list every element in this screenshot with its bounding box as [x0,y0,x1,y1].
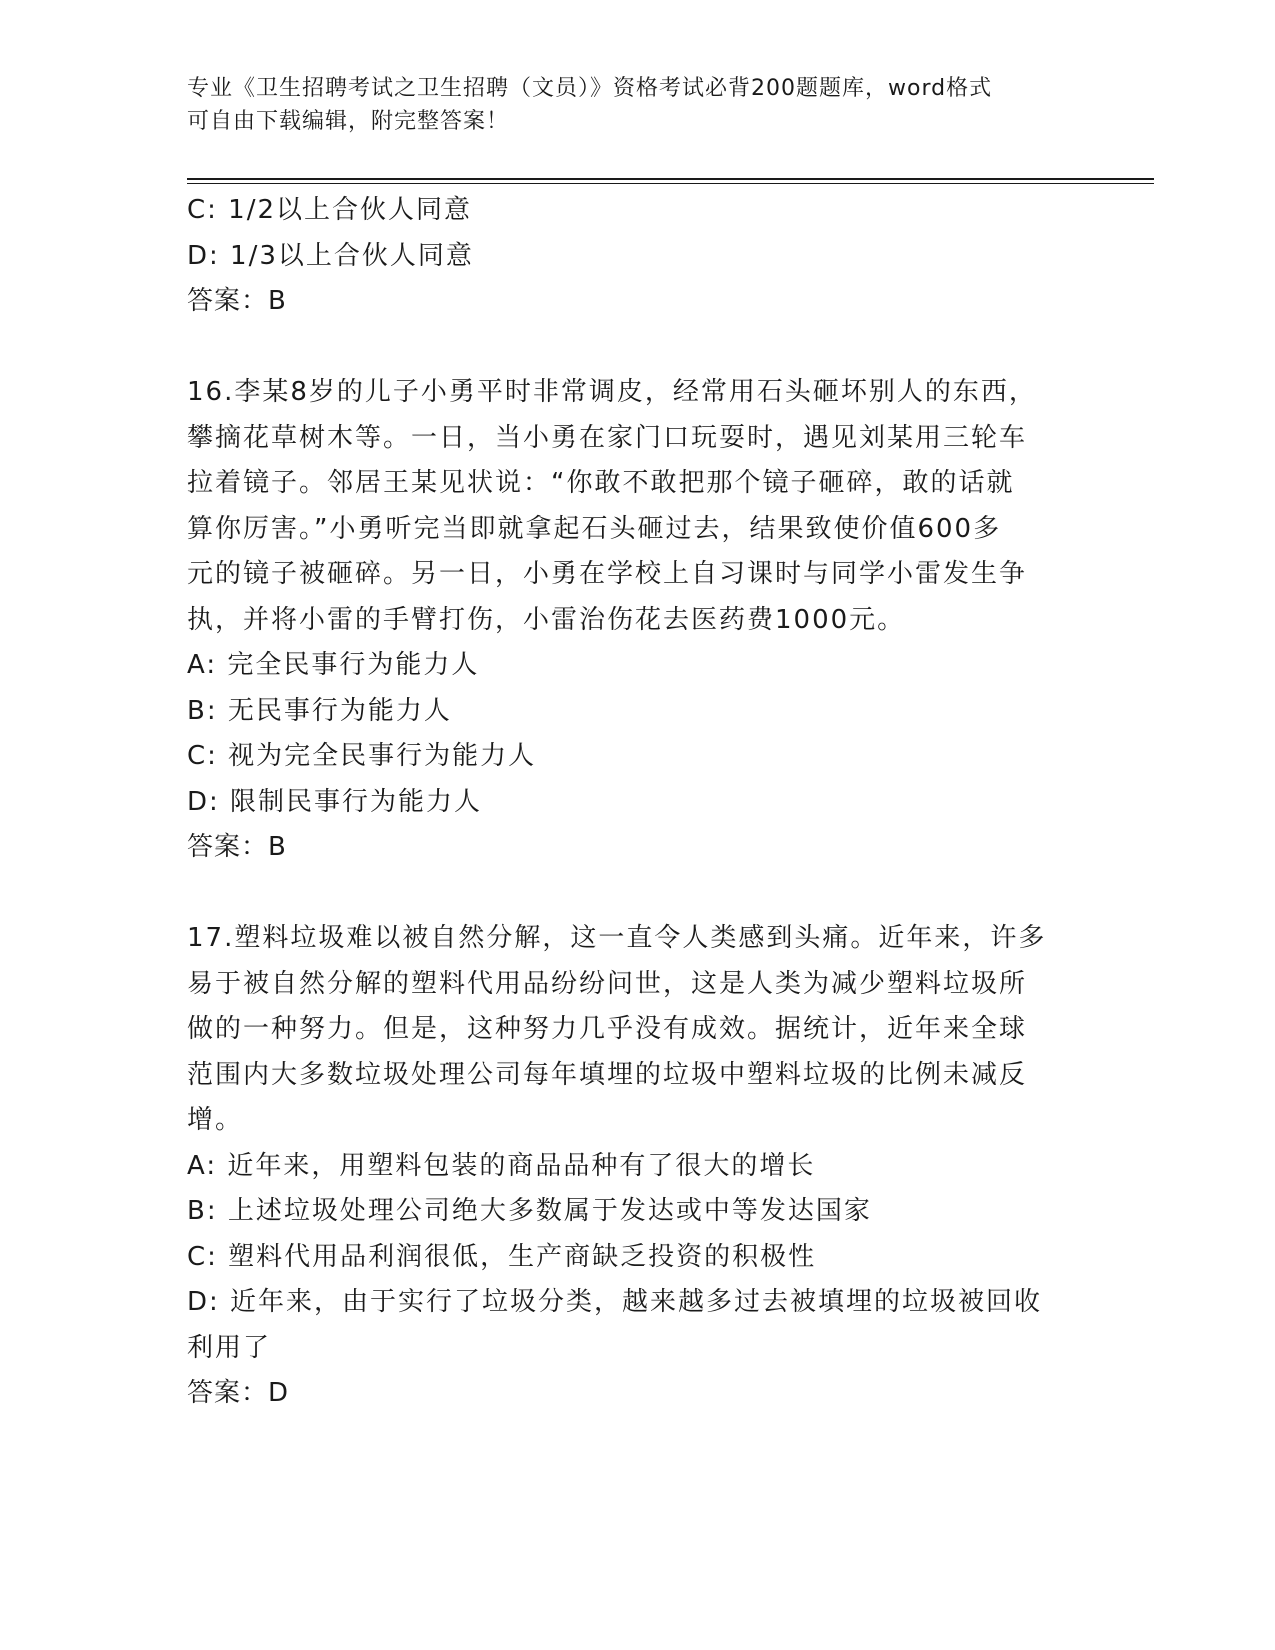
option-a: A: 近年来，用塑料包装的商品品种有了很大的增长 [187,1150,816,1181]
option-d: D: 1/3以上合伙人同意 [187,240,474,271]
option-d: D: 近年来，由于实行了垃圾分类，越来越多过去被填埋的垃圾被回收 [187,1287,1043,1317]
question-stem-line: 易于被自然分解的塑料代用品纷纷问世，这是人类为减少塑料垃圾所 [187,968,1028,999]
header-divider-thick [187,178,1154,180]
document-body [187,188,1087,1417]
question-stem-line: 17.塑料垃圾难以被自然分解，这一直令人类感到头痛。近年来，许多 [187,923,1047,953]
question-16-block [187,370,1087,871]
question-stem-line: 范围内大多数垃圾处理公司每年填埋的垃圾中塑料垃圾的比例未减反 [187,1059,1028,1090]
header-line-1: 专业《卫生招聘考试之卫生招聘（文员）》资格考试必背200题题库，word格式 [187,76,993,101]
option-d: D: 限制民事行为能力人 [187,786,483,817]
question-stem-line: 16.李某8岁的儿子小勇平时非常调皮，经常用石头砸坏别人的东西， [187,377,1037,407]
spacer [187,871,1087,917]
answer-line: 答案：B [187,286,287,316]
option-b: B: 上述垃圾处理公司绝大多数属于发达或中等发达国家 [187,1196,872,1226]
document-header [187,72,1067,138]
option-c: C: 视为完全民事行为能力人 [187,741,537,771]
spacer [187,325,1087,371]
question-stem-line: 做的一种努力。但是，这种努力几乎没有成效。据统计，近年来全球 [187,1014,1028,1044]
question-stem-line: 算你厉害。”小勇听完当即就拿起石头砸过去，结果致使价值600多 [187,513,1002,544]
header-divider-thin [187,183,1154,184]
option-b: B: 无民事行为能力人 [187,695,452,726]
option-d-continued: 利用了 [187,1332,272,1363]
question-stem-line: 攀摘花草树木等。一日，当小勇在家门口玩耍时，遇见刘某用三轮车 [187,422,1028,453]
question-17-block [187,916,1087,1417]
option-a: A: 完全民事行为能力人 [187,650,480,680]
header-line-2: 可自由下载编辑，附完整答案！ [187,109,510,134]
answer-line: 答案：B [187,832,287,862]
question-stem-line: 元的镜子被砸碎。另一日，小勇在学校上自习课时与同学小雷发生争 [187,559,1028,589]
question-stem-line: 执，并将小雷的手臂打伤，小雷治伤花去医药费1000元。 [187,604,906,635]
option-c: C: 1/2以上合伙人同意 [187,195,473,225]
question-stem-line: 增。 [187,1105,244,1135]
option-c: C: 塑料代用品利润很低，生产商缺乏投资的积极性 [187,1241,817,1272]
prev-question-block [187,188,1087,325]
question-stem-line: 拉着镜子。邻居王某见状说：“你敢不敢把那个镜子砸碎，敢的话就 [187,468,1015,498]
answer-line: 答案：D [187,1378,290,1408]
